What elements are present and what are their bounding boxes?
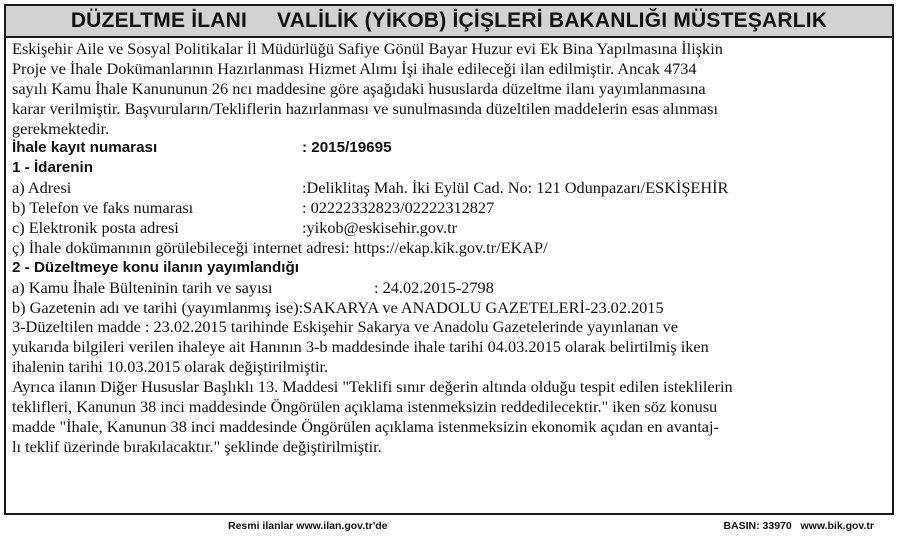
gazete-value: :SAKARYA ve ANADOLU GAZETELERİ-23.02.2015 bbox=[298, 297, 664, 317]
extra-line: Ayrıca ilanın Diğer Hususlar Başlıklı 13. Maddesi "Teklifi sınır değerin altında olduğu tespit edilen isteklilerin bbox=[12, 377, 733, 397]
section3-line: 3-Düzeltilen madde : 23.02.2015 tarihinde Eskişehir Sakarya ve Anadolu Gazetelerinde yayınlanan ve bbox=[12, 317, 678, 337]
bulten-label: a) Kamu İhale Bülteninin tarih ve sayısı bbox=[12, 277, 273, 297]
kayit-row bbox=[12, 138, 886, 158]
section1-title: 1 - İdarenin bbox=[12, 159, 94, 177]
section2-title: 2 - Düzeltmeye konu ilanın yayımlandığı bbox=[12, 258, 299, 276]
phone-value: : 02222332823/02222312827 bbox=[302, 198, 495, 218]
footer-left: Resmi ilanlar www.ilan.gov.tr'de bbox=[228, 520, 388, 532]
section3-line: ihalenin tarihi 10.03.2015 olarak değiştirilmiştir. bbox=[12, 357, 329, 377]
footer-right: BASIN: 33970 www.bik.gov.tr bbox=[723, 520, 874, 532]
notice-body bbox=[12, 39, 886, 457]
kayit-label: İhale kayıt numarası bbox=[12, 139, 158, 157]
gazete-label: b) Gazetenin adı ve tarihi (yayımlanmış ise) bbox=[12, 297, 299, 317]
address-label: a) Adresi bbox=[12, 178, 72, 198]
kayit-value: : 2015/19695 bbox=[302, 139, 392, 157]
intro-line: Proje ve İhale Dokümanlarının Hazırlanması Hizmet Alımı İşi ihale edileceği ilan edilmiştir. Ancak 4734 bbox=[12, 58, 697, 78]
section3-line: yukarıda bilgileri verilen ihaleye ait Hanının 3-b maddesinde ihale tarihi 04.03.2015 olarak belirtilmiş iken bbox=[12, 337, 709, 357]
address-row bbox=[12, 178, 886, 198]
intro-line: Eskişehir Aile ve Sosyal Politikalar İl Müdürlüğü Safiye Gönül Bayar Huzur evi Ek Bina Yapılmasına İlişkin bbox=[12, 39, 723, 58]
notice-frame bbox=[4, 4, 894, 515]
email-row bbox=[12, 218, 886, 238]
bulten-row bbox=[12, 278, 886, 298]
intro-line: sayılı Kamu İhale Kanununun 26 ncı maddesine göre aşağıdaki hususlarda düzeltme ilanı yayımlanmasına bbox=[12, 78, 706, 98]
email-value: :yikob@eskisehir.gov.tr bbox=[302, 218, 458, 238]
phone-label: b) Telefon ve faks numarası bbox=[12, 198, 194, 218]
url-line: ç) İhale dokümanının görülebileceği internet adresi: https://ekap.kik.gov.tr/EKAP/ bbox=[12, 237, 548, 257]
intro-line: gerekmektedir. bbox=[12, 118, 110, 138]
notice-header bbox=[6, 6, 892, 38]
header-left-title: DÜZELTME İLANI bbox=[70, 9, 248, 32]
extra-line: teklifleri, Kanunun 38 inci maddesinde Öngörülen açıklama istenmeksizin reddedilecektir." iken söz konusu bbox=[12, 397, 718, 417]
address-value: :Deliklitaş Mah. İki Eylül Cad. No: 121 Odunpazarı/ESKİŞEHİR bbox=[302, 178, 729, 198]
extra-line: madde "İhale, Kanunun 38 inci maddesinde Öngörülen açıklama istenmeksizin ekonomik açıdan en avantaj- bbox=[12, 416, 719, 436]
bulten-value: : 24.02.2015-2798 bbox=[374, 277, 494, 297]
gazete-row bbox=[12, 298, 886, 318]
notice-footer bbox=[0, 517, 900, 543]
email-label: c) Elektronik posta adresi bbox=[12, 218, 179, 238]
intro-line: karar verilmiştir. Başvuruların/Tekliflerin hazırlanması ve sunulmasında düzeltilen maddelerin esas alınması bbox=[12, 98, 718, 118]
extra-line: lı teklif üzerinde bırakılacaktır." şeklinde değiştirilmiştir. bbox=[12, 436, 382, 456]
header-right-title: VALİLİK (YİKOB) İÇİŞLERİ BAKANLIĞI MÜSTEŞARLIK bbox=[277, 9, 828, 32]
phone-row bbox=[12, 198, 886, 218]
